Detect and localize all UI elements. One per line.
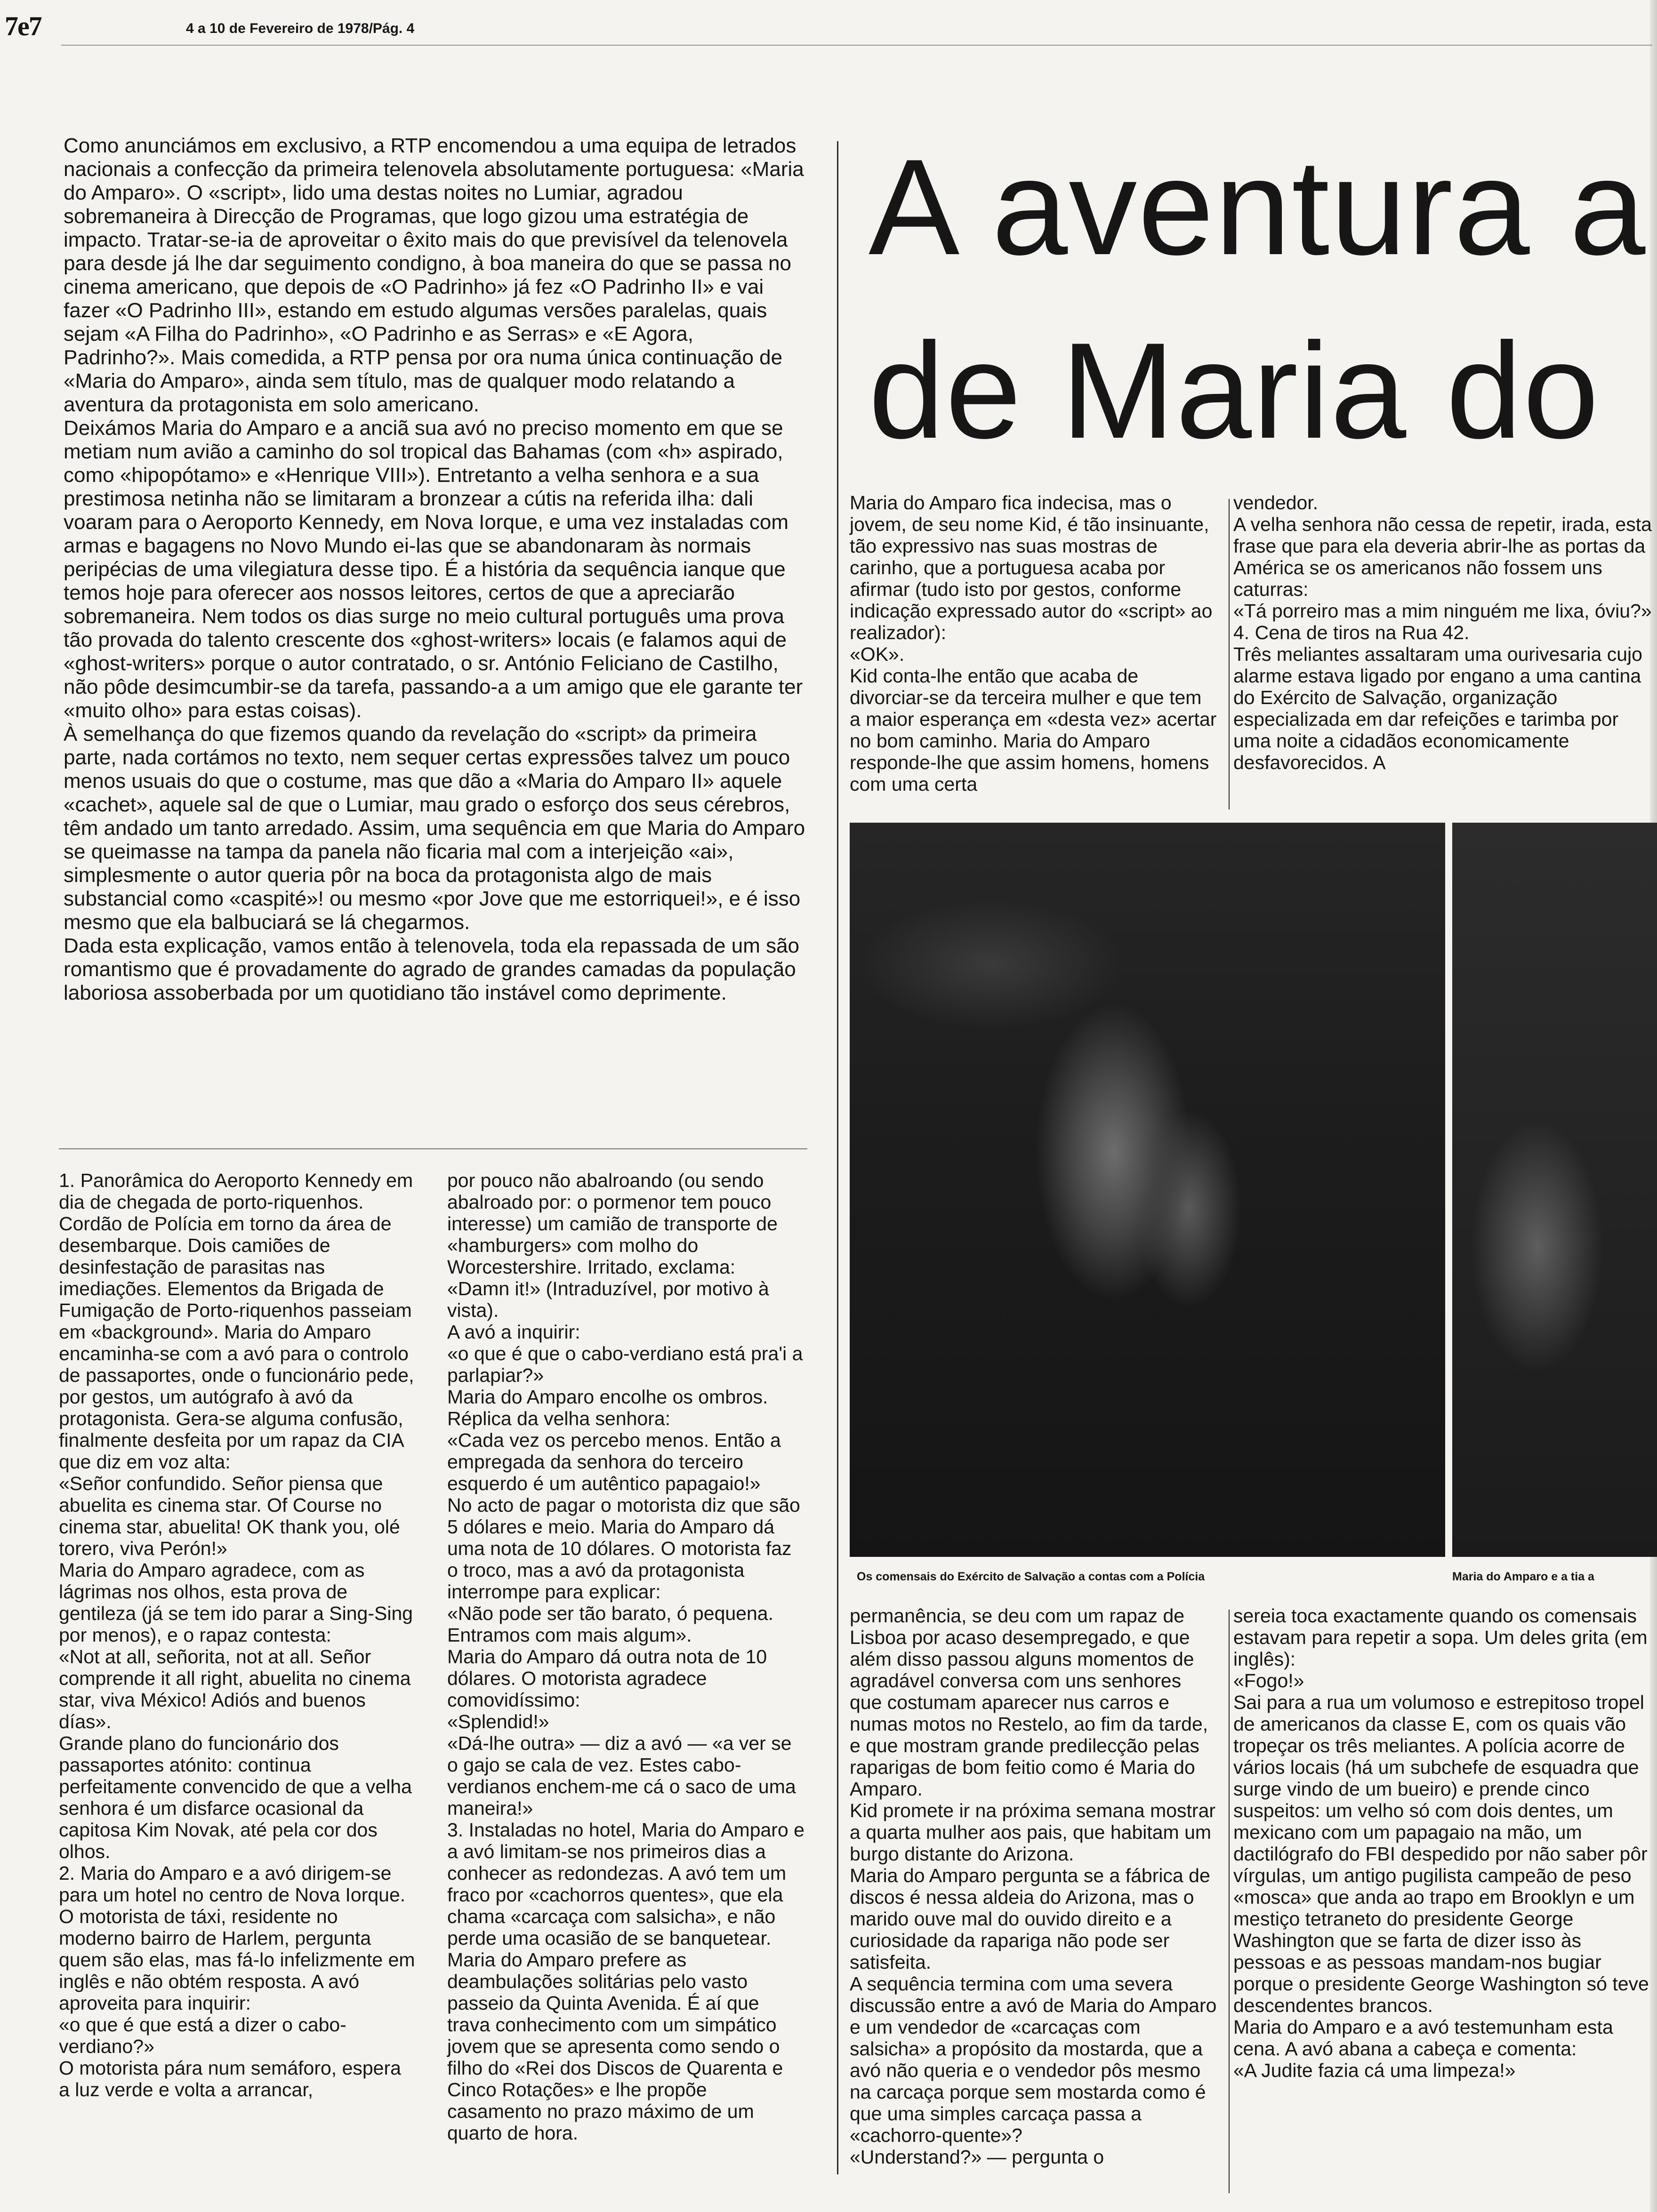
photo-caption-2: Maria do Amparo e a tia a [1452, 1570, 1594, 1583]
dateline: 4 a 10 de Fevereiro de 1978/Pág. 4 [186, 21, 415, 36]
intro-text: Como anunciámos em exclusivo, a RTP encomendou a uma equipa de letrados nacionais a confecção da primeira telenovela absolutamente portuguesa: «Maria do Amparo». O «script», lido uma destas noites no Lumiar, agradou sobremaneira à Direcção de Programas, que logo gizou uma estratégia de impacto. Tratar-se-ia de aproveitar o êxito mais do que previsível da telenovela para desde já lhe dar seguimento condigno, à boa maneira do que se passa no cinema americano, que depois de «O Padrinho» já fez «O Padrinho II» e vai fazer «O Padrinho III», estando em estudo algumas versões paralelas, quais sejam «A Filha do Padrinho», «O Padrinho e as Serras» e «E Agora, Padrinho?». Mais comedida, a RTP pensa por ora numa única continuação de «Maria do Amparo», ainda sem título, mas de qualquer modo relatando a aventura da protagonista em solo americano. Deixámos Maria do Amparo e a anciã sua avó no preciso momento em que se metiam num avião a caminho do sol tropical das Bahamas (com «h» aspirado, como «hipopótamo» e «Henrique VIII»). Entretanto a velha senhora e a sua prestimosa netinha não se limitaram a bronzear a cútis na referida ilha: dali voaram para o Aeroporto Kennedy, em Nova Iorque, e uma vez instaladas com armas e bagagens no Novo Mundo ei-las que se abandonaram às normais peripécias de uma vilegiatura desse tipo. É a história da sequência ianque que temos hoje para oferecer aos nossos leitores, certos de que a apreciarão sobremaneira. Nem todos os dias surge no meio cultural português uma prova tão provada do talento crescente dos «ghost-writers» locais (e falamos aqui de «ghost-writers» porque o autor contratado, o sr. António Feliciano de Castilho, não pôde desimcumbir-se da tarefa, passando-a a um amigo que ele garante ter «muito olho» para estas coisas). À semelhança do que fizemos quando da revelação do «script» da primeira parte, nada cortámos no texto, nem sequer certas expressões talvez um pouco menos usuais do que o costume, mas que dão a «Maria do Amparo II» aquele «cachet», aquele sal de que o Lumiar, mau grado o esforço dos seus cérebros, têm andado um tanto arredado. Assim, uma sequência em que Maria do Amparo se queimasse na tampa da panela não ficaria mal com a interjeição «ai», simplesmente o autor queria pôr na boca da protagonista algo de mais substancial como «caspité»! ou mesmo «por Jove que me estorriquei!», e é isso mesmo que ela balbuciará se lá chegarmos. Dada esta explicação, vamos então à telenovela, toda ela repassada de um são romantismo que é provadamente do agrado de grandes camadas da população laboriosa assoberbada por um quotidiano tão instável como deprimente. [64, 134, 805, 1004]
photo-caption-1: Os comensais do Exército de Salvação a contas com a Polícia [857, 1570, 1205, 1583]
column-divider-bottom [1229, 1610, 1230, 2193]
article-column-2: por pouco não abalroando (ou sendo abalroado por: o pormenor tem pouco interesse) um camião de transporte de «hamburgers» com molho do Worcestershire. Irritado, exclama: «Damn it!» (Intraduzível, por motivo à vista). A avó a inquirir: «o que é que o cabo-verdiano está pra'i a parlapiar?» Maria do Amparo encolhe os ombros. Réplica da velha senhora: «Cada vez os percebo menos. Então a empregada da senhora do terceiro esquerdo é um autêntico papagaio!» No acto de pagar o motorista diz que são 5 dólares e meio. Maria do Amparo dá uma nota de 10 dólares. O motorista faz o troco, mas a avó da protagonista interrompe para explicar: «Não pode ser tão barato, ó pequena. Entramos com mais algum». Maria do Amparo dá outra nota de 10 dólares. O motorista agradece comovidíssimo: «Splendid!» «Dá-lhe outra» — diz a avó — «a ver se o gajo se cala de vez. Estes cabo-verdianos enchem-me cá o saco de uma maneira!» 3. Instaladas no hotel, Maria do Amparo e a avó limitam-se nos primeiros dias a conhecer as redondezas. A avó tem um fraco por «cachorros quentes», que ela chama «carcaça com salsicha», e não perde uma ocasião de se banquetear. Maria do Amparo prefere as deambulações solitárias pelo vasto passeio da Quinta Avenida. É aí que trava conhecimento com um simpático jovem que se apresenta como sendo o filho do «Rei dos Discos de Quarenta e Cinco Rotações» e lhe propõe casamento no prazo máximo de um quarto de hora. [447, 1170, 804, 2144]
column-divider [837, 141, 838, 2174]
masthead: 7e7 [5, 11, 41, 41]
article-column-3-top: Maria do Amparo fica indecisa, mas o jovem, de seu nome Kid, é tão insinuante, tão expressivo nas suas mostras de carinho, que a portuguesa acaba por afirmar (tudo isto por gestos, conforme indicação expressado autor do «script» ao realizador): «OK». Kid conta-lhe então que acaba de divorciar-se da terceira mulher e que tem a maior esperança em «desta vez» acertar no bom caminho. Maria do Amparo responde-lhe que assim homens, homens com uma certa [850, 492, 1217, 795]
article-column-4-top: vendedor. A velha senhora não cessa de repetir, irada, esta frase que para ela deveria abrir-lhe as portas da América se os americanos não fossem uns caturras: «Tá porreiro mas a mim ninguém me lixa, óviu?» 4. Cena de tiros na Rua 42. Três meliantes assaltaram uma ourivesaria cujo alarme estava ligado por engano a uma cantina do Exército de Salvação, organização especializada em dar refeições e tarimba por uma noite a cidadãos economicamente desfavorecidos. A [1233, 492, 1652, 773]
article-column-1: 1. Panorâmica do Aeroporto Kennedy em dia de chegada de porto-riquenhos. Cordão de Polícia em torno da área de desembarque. Dois camiões de desinfestação de parasitas nas imediações. Elementos da Brigada de Fumigação de Porto-riquenhos passeiam em «background». Maria do Amparo encaminha-se com a avó para o controlo de passaportes, onde o funcionário pede, por gestos, um autógrafo à avó da protagonista. Gera-se alguma confusão, finalmente desfeita por um rapaz da CIA que diz em voz alta: «Señor confundido. Señor piensa que abuelita es cinema star. Of Course no cinema star, abuelita! OK thank you, olé torero, viva Perón!» Maria do Amparo agradece, com as lágrimas nos olhos, esta prova de gentileza (já se tem ido parar a Sing-Sing por menos), e o rapaz contesta: «Not at all, señorita, not at all. Señor comprende it all right, abuelita no cinema star, viva México! Adiós and buenos días». Grande plano do funcionário dos passaportes atónito: continua perfeitamente convencido de que a velha senhora é um disfarce ocasional da capitosa Kim Novak, até pela cor dos olhos. 2. Maria do Amparo e a avó dirigem-se para um hotel no centro de Nova Iorque. O motorista de táxi, residente no moderno bairro de Harlem, pergunta quem são elas, mas fá-lo infelizmente em inglês e não obtém resposta. A avó aproveita para inquirir: «o que é que está a dizer o cabo-verdiano?» O motorista pára num semáforo, espera a luz verde e volta a arrancar, [59, 1170, 415, 2100]
article-column-3-bottom: permanência, se deu com um rapaz de Lisboa por acaso desempregado, e que além disso passou alguns momentos de agradável conversa com uns senhores que costumam aparecer nus carros e numas motos no Restelo, ao fim da tarde, e que mostram grande predilecção pelas raparigas de bom feitio como é Maria do Amparo. Kid promete ir na próxima semana mostrar a quarta mulher aos pais, que habitam um burgo distante do Arizona. Maria do Amparo pergunta se a fábrica de discos é nessa aldeia do Arizona, mas o marido ouve mal do ouvido direito e a curiosidade da rapariga não pode ser satisfeita. A sequência termina com uma severa discussão entre a avó de Maria do Amparo e um vendedor de «carcaças com salsicha» a propósito da mostarda, que a avó não queria e o vendedor pôs mesmo na carcaça porque sem mostarda como é que uma simples carcaça passa a «cachorro-quente»? «Understand?» — pergunta o [850, 1605, 1217, 2168]
column-divider-top [1229, 499, 1230, 809]
headline: A aventura a de Maria do [869, 131, 1647, 467]
header-rule [61, 45, 1652, 46]
article-column-4-bottom: sereia toca exactamente quando os comensais estavam para repetir a sopa. Um deles grita (em inglês): «Fogo!» Sai para a rua um volumoso e estrepitoso tropel de americanos da classe E, com os quais vão tropeçar os três meliantes. A polícia acorre de vários locais (há um subchefe de esquadra que surge vindo de um bueiro) e prende cinco suspeitos: um velho só com dois dentes, um mexicano com um papagaio na mão, um dactilógrafo do FBI despedido por não saber pôr vírgulas, um antigo pugilista campeão de peso «mosca» que anda ao trapo em Brooklyn e um mestiço tetraneto do presidente George Washington que se farta de dizer isso às pessoas e as pessoas mandam-nos bugiar porque o presidente George Washington só teve descendentes brancos. Maria do Amparo e a avó testemunham esta cena. A avó abana a cabeça e comenta: «A Judite fazia cá uma limpeza!» [1233, 1605, 1649, 2081]
photo-maria-aunt [1452, 823, 1657, 1557]
photo-salvation-army [850, 823, 1445, 1557]
section-divider [59, 1148, 807, 1149]
